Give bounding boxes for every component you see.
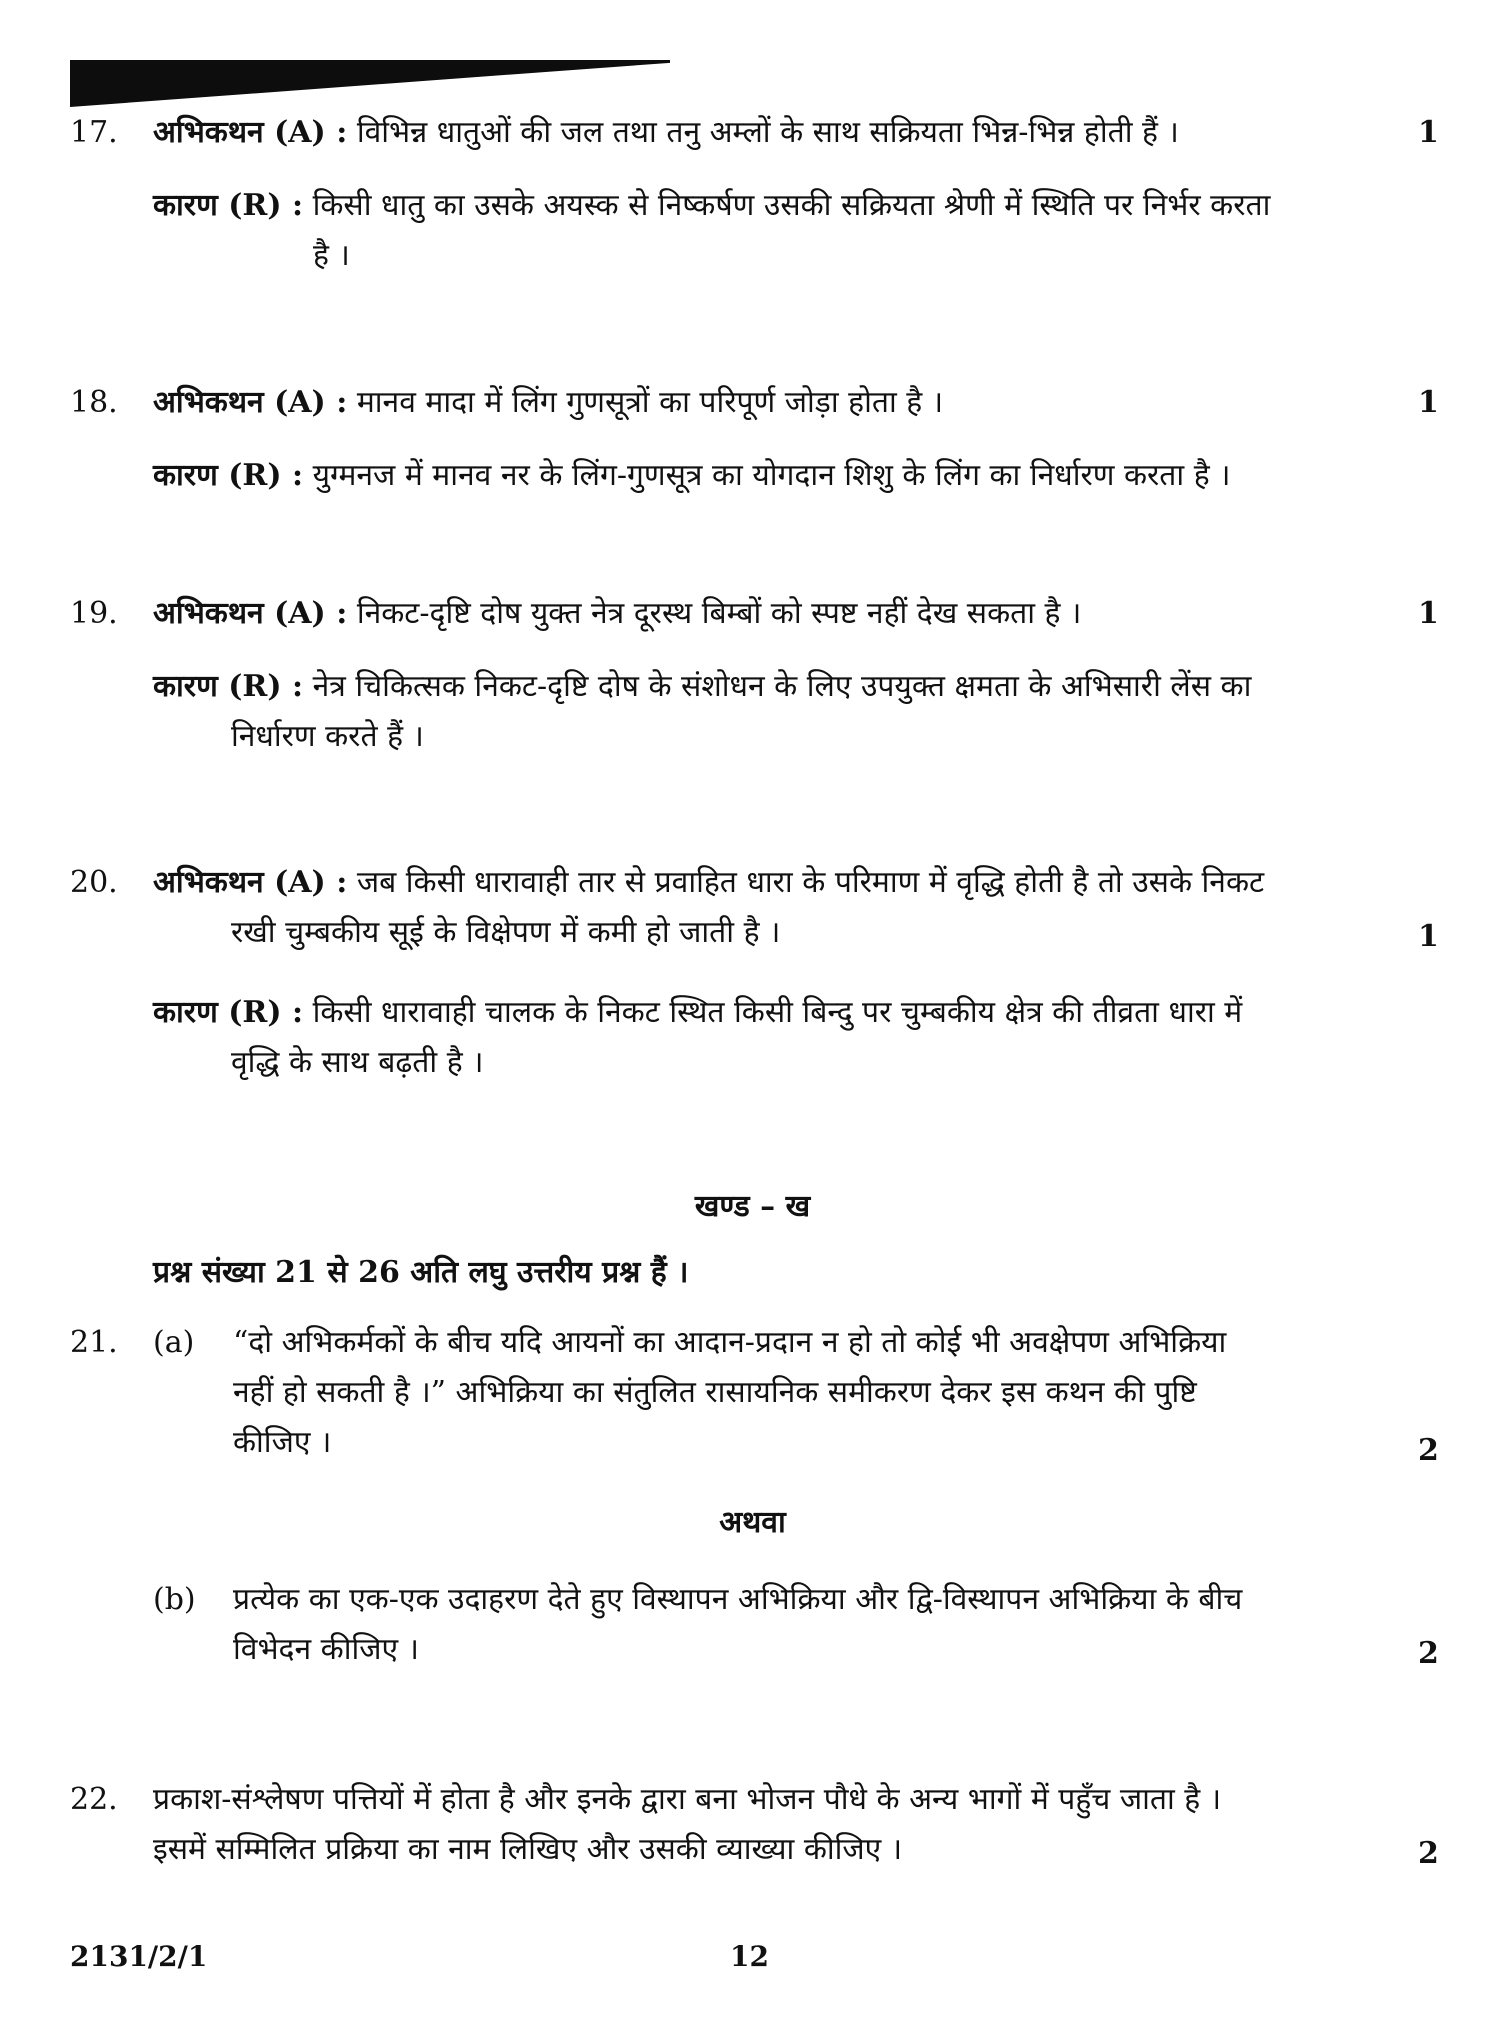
- part-b-line: प्रत्येक का एक-एक उदाहरण देते हुए विस्थापन अभिक्रिया और द्वि-विस्थापन अभिक्रिया के बीच: [233, 1582, 1243, 1617]
- part-a-line: “दो अभिकर्मकों के बीच यदि आयनों का आदान-प्रदान न हो तो कोई भी अवक्षेपण अभिक्रिया: [233, 1325, 1227, 1360]
- part-a-text: [233, 1318, 1363, 1468]
- reason-text-continued: वृद्धि के साथ बढ़ती है ।: [231, 1045, 484, 1080]
- assertion-line: [153, 108, 1363, 158]
- assertion-label: अभिकथन (A) :: [153, 596, 348, 631]
- assertion-label: अभिकथन (A) :: [153, 865, 348, 900]
- assertion-line: [153, 378, 1363, 428]
- question-number: 22.: [70, 1782, 118, 1817]
- assertion-text-continued: रखी चुम्बकीय सूई के विक्षेपण में कमी हो जाती है ।: [231, 915, 781, 950]
- part-b-label: (b): [153, 1582, 196, 1617]
- reason-text-continued: है ।: [313, 238, 350, 273]
- part-a-line: नहीं हो सकती है ।” अभिक्रिया का संतुलित रासायनिक समीकरण देकर इस कथन की पुष्टि: [233, 1375, 1197, 1410]
- section-instruction: प्रश्न संख्या 21 से 26 अति लघु उत्तरीय प्रश्न हैं ।: [153, 1255, 689, 1290]
- page-number: 12: [730, 1940, 769, 1973]
- marks: 2: [1418, 1836, 1439, 1871]
- question-number: 18.: [70, 385, 118, 420]
- question-number: 19.: [70, 596, 118, 631]
- reason-text: किसी धारावाही चालक के निकट स्थित किसी बिन्दु पर चुम्बकीय क्षेत्र की तीव्रता धारा में: [312, 995, 1243, 1030]
- assertion-text: निकट-दृष्टि दोष युक्त नेत्र दूरस्थ बिम्बों को स्पष्ट नहीं देख सकता है ।: [356, 596, 1082, 631]
- paper-code: 2131/2/1: [70, 1940, 208, 1973]
- reason-label: कारण (R) :: [153, 458, 304, 493]
- question-number: 21.: [70, 1325, 118, 1360]
- question-number: 17.: [70, 115, 118, 150]
- marks: 1: [1418, 919, 1439, 954]
- assertion-label: अभिकथन (A) :: [153, 385, 348, 420]
- reason-block: [153, 451, 1363, 501]
- header-black-bar: [70, 60, 670, 107]
- reason-text: किसी धातु का उसके अयस्क से निष्कर्षण उसकी सक्रियता श्रेणी में स्थिति पर निर्भर करता: [312, 188, 1271, 223]
- marks: 1: [1418, 115, 1439, 150]
- part-b-text: [233, 1575, 1363, 1675]
- reason-text: नेत्र चिकित्सक निकट-दृष्टि दोष के संशोधन के लिए उपयुक्त क्षमता के अभिसारी लेंस का: [312, 669, 1252, 704]
- reason-label: कारण (R) :: [153, 188, 304, 223]
- marks: 2: [1418, 1636, 1439, 1671]
- question-number: 20.: [70, 865, 118, 900]
- question-line: प्रकाश-संश्लेषण पत्तियों में होता है और इनके द्वारा बना भोजन पौधे के अन्य भागों में पहुँच जाता है ।: [153, 1782, 1222, 1817]
- or-label: अथवा: [719, 1505, 786, 1540]
- marks: 1: [1418, 385, 1439, 420]
- section-title: खण्ड – ख: [694, 1189, 811, 1224]
- assertion-text: विभिन्न धातुओं की जल तथा तनु अम्लों के साथ सक्रियता भिन्न-भिन्न होती हैं ।: [356, 115, 1179, 150]
- reason-block: [153, 662, 1363, 762]
- marks: 2: [1418, 1433, 1439, 1468]
- reason-text: युग्मनज में मानव नर के लिंग-गुणसूत्र का योगदान शिशु के लिंग का निर्धारण करता है ।: [312, 458, 1231, 493]
- assertion-line: [153, 858, 1363, 958]
- marks: 1: [1418, 596, 1439, 631]
- assertion-text: मानव मादा में लिंग गुणसूत्रों का परिपूर्ण जोड़ा होता है ।: [356, 385, 944, 420]
- question-line: इसमें सम्मिलित प्रक्रिया का नाम लिखिए और उसकी व्याख्या कीजिए ।: [153, 1832, 903, 1867]
- reason-label: कारण (R) :: [153, 669, 304, 704]
- reason-block: [153, 181, 1363, 281]
- assertion-text: जब किसी धारावाही तार से प्रवाहित धारा के परिमाण में वृद्धि होती है तो उसके निकट: [356, 865, 1265, 900]
- reason-label: कारण (R) :: [153, 995, 304, 1030]
- assertion-label: अभिकथन (A) :: [153, 115, 348, 150]
- assertion-line: [153, 589, 1363, 639]
- part-a-label: (a): [153, 1325, 195, 1360]
- reason-block: [153, 988, 1363, 1088]
- reason-text-continued: निर्धारण करते हैं ।: [231, 719, 424, 754]
- part-b-line: विभेदन कीजिए ।: [233, 1632, 419, 1667]
- part-a-line: कीजिए ।: [233, 1425, 332, 1460]
- question-text: [153, 1775, 1363, 1875]
